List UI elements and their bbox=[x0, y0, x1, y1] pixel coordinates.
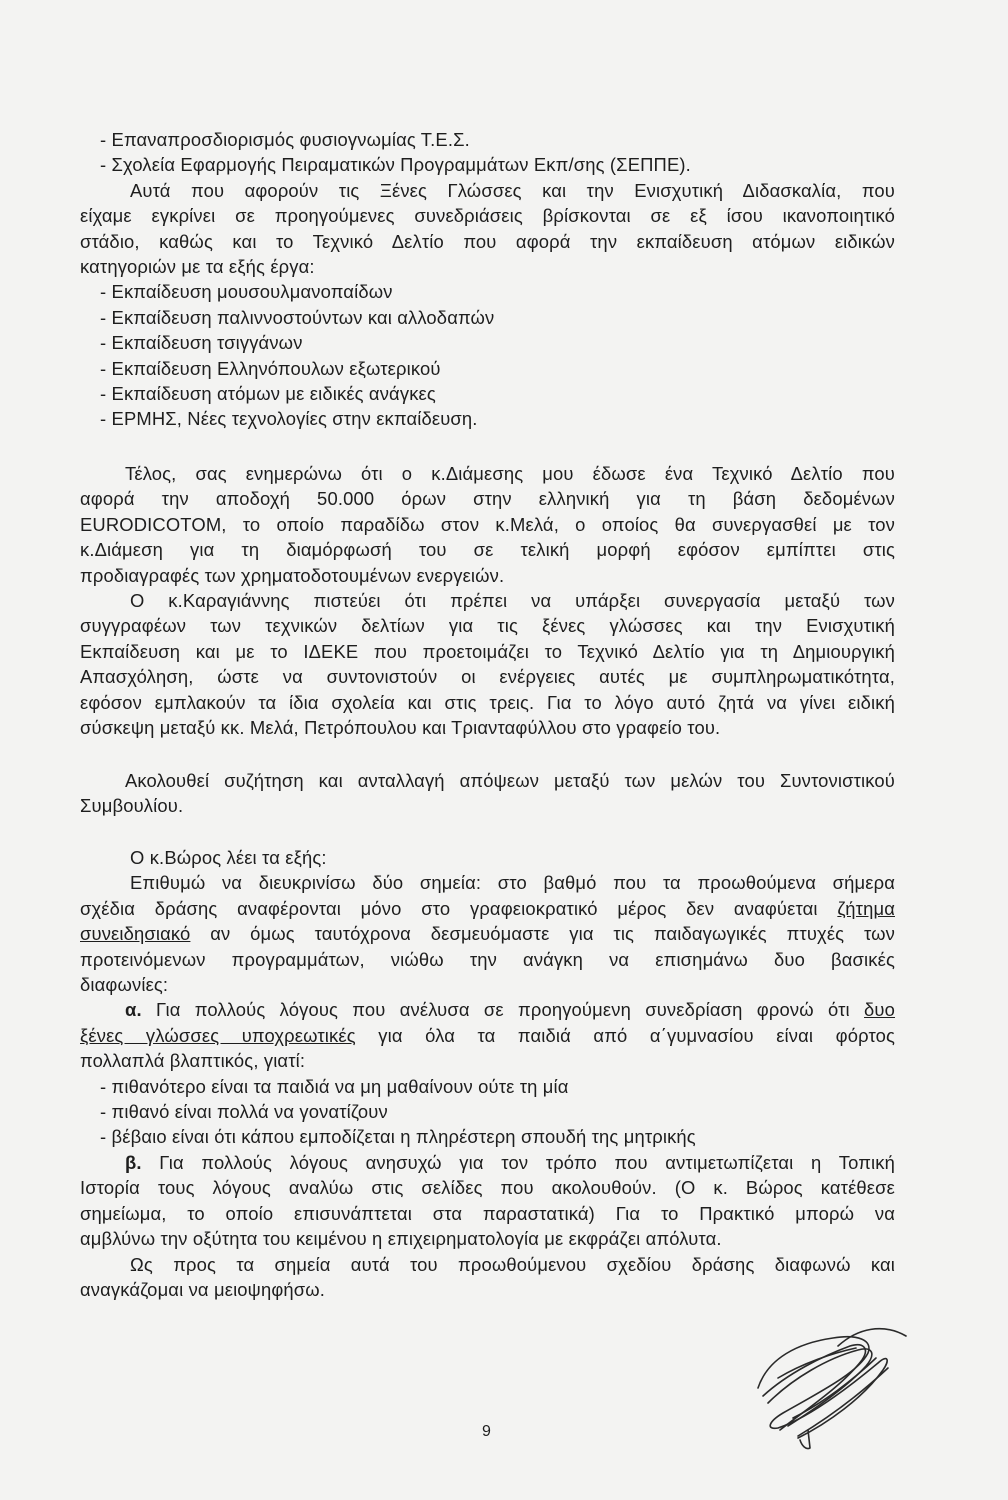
point-b-line: αμβλύνω την οξύτητα του κειμένου η επιχειρηματολογία με εκφράζει απόλυτα. bbox=[80, 1228, 722, 1250]
discussion-section bbox=[80, 768, 895, 819]
voros-paragraph-line: προτεινόμενων προγραμμάτων, νιώθω την ανάγκη να επισημάνω δυο βασικές bbox=[80, 948, 895, 970]
underlined-term: ξένες γλώσσες υποχρεωτικές bbox=[80, 1024, 356, 1046]
intro-paragraph-line: κατηγοριών με τα εξής έργα: bbox=[80, 256, 315, 278]
middle-section bbox=[80, 461, 895, 740]
reasons-list-item: - πιθανότερο είναι τα παιδιά να μη μαθαίνουν ούτε τη μία bbox=[100, 1075, 569, 1097]
underlined-term: δυο bbox=[864, 999, 895, 1021]
voros-paragraph-line: σχέδια δράσης αναφέρονται μόνο στο γραφειοκρατικό μέρος δεν αναφύεται ζήτημα bbox=[80, 897, 895, 919]
closing-paragraph-line: προδιαγραφές των χρηματοδοτουμένων ενεργειών. bbox=[80, 564, 505, 586]
underlined-term: ζήτημα bbox=[837, 897, 895, 919]
karagiannis-paragraph-line: σύσκεψη μεταξύ κκ. Μελά, Πετρόπουλου και Τριανταφύλλου στο γραφείο του. bbox=[80, 717, 721, 739]
discussion-paragraph-line: Ακολουθεί συζήτηση και ανταλλαγή απόψεων μεταξύ των μελών του Συντονιστικού bbox=[125, 770, 895, 791]
top-list-item: - Επαναπροσδιορισμός φυσιογνωμίας Τ.Ε.Σ. bbox=[100, 129, 470, 150]
point-a-marker: α. bbox=[125, 999, 142, 1021]
intro-paragraph-line: στάδιο, καθώς και το Τεχνικό Δελτίο που αφορά την εκπαίδευση ατόμων ειδικών bbox=[80, 230, 895, 252]
point-a-line: ξένες γλώσσες υποχρεωτικές για όλα τα παιδιά από α΄γυμνασίου είναι φόρτος bbox=[80, 1024, 896, 1046]
discussion-paragraph-line: Συμβουλίου. bbox=[80, 795, 184, 817]
voros-intro: Ο κ.Βώρος λέει τα εξής: bbox=[130, 847, 327, 868]
underlined-term: συνειδησιακό bbox=[80, 923, 191, 945]
point-a-line: πολλαπλά βλαπτικός, γιατί: bbox=[80, 1050, 306, 1072]
reasons-list-item: - πιθανό είναι πολλά να γονατίζουν bbox=[100, 1101, 388, 1123]
closing-paragraph-line: Τέλος, σας ενημερώνω ότι ο κ.Διάμεσης μου έδωσε ένα Τεχνικό Δελτίο που bbox=[125, 463, 895, 484]
voros-paragraph-line: διαφωνίες: bbox=[80, 974, 169, 996]
voros-section bbox=[80, 845, 895, 1302]
handwritten-signature bbox=[738, 1318, 908, 1453]
point-b-line: σημείωμα, το οποίο επισυνάπτεται στα παραστατικά) Για το Πρακτικό μπορώ να bbox=[80, 1202, 895, 1224]
works-list-item: - Εκπαίδευση παλιννοστούντων και αλλοδαπών bbox=[100, 306, 495, 328]
intro-paragraph-line: είχαμε εγκρίνει σε προηγούμενες συνεδριάσεις βρίσκονται σε εξ ίσου ικανοποιητικό bbox=[80, 205, 895, 227]
voros-paragraph-line: Επιθυμώ να διευκρινίσω δύο σημεία: στο βαθμό που τα προωθούμενα σήμερα bbox=[130, 872, 895, 894]
works-list-item: - Εκπαίδευση μουσουλμανοπαίδων bbox=[100, 281, 393, 303]
works-list-item: - Εκπαίδευση ατόμων με ειδικές ανάγκες bbox=[100, 383, 436, 405]
final-paragraph-line: Ως προς τα σημεία αυτά του προωθούμενου σχεδίου δράσης διαφωνώ και bbox=[130, 1253, 895, 1275]
point-b-marker: β. bbox=[125, 1151, 142, 1173]
intro-paragraph-line: Αυτά που αφορούν τις Ξένες Γλώσσες και την Ενισχυτική Διδασκαλία, που bbox=[130, 179, 895, 201]
works-list-item: - ΕΡΜΗΣ, Νέες τεχνολογίες στην εκπαίδευση. bbox=[100, 408, 478, 430]
top-section bbox=[80, 127, 895, 432]
reasons-list-item: - βέβαιο είναι ότι κάπου εμποδίζεται η πληρέστερη σπουδή της μητρικής bbox=[100, 1126, 696, 1148]
final-paragraph-line: αναγκάζομαι να μειοψηφήσω. bbox=[80, 1278, 326, 1300]
point-b-line: Ιστορία τους λόγους αναλύω στις σελίδες που ακολουθούν. (Ο κ. Βώρος κατέθεσε bbox=[80, 1177, 895, 1199]
point-a-line: α. Για πολλούς λόγους που ανέλυσα σε προηγούμενη συνεδρίαση φρονώ ότι δυο bbox=[125, 999, 895, 1021]
closing-paragraph-line: κ.Διάμεση για τη διαμόρφωσή του σε τελική μορφή εφόσον εμπίπτει στις bbox=[80, 539, 895, 561]
voros-paragraph-line: συνειδησιακό αν όμως ταυτόχρονα δεσμευόμαστε για τις παιδαγωγικές πτυχές των bbox=[80, 923, 895, 945]
karagiannis-paragraph-line: εφόσον εμπλακούν τα ίδια σχολεία και στις τρεις. Για το λόγο αυτό ζητά να γίνει ειδική bbox=[80, 691, 895, 713]
top-list-item: - Σχολεία Εφαρμογής Πειραματικών Προγραμμάτων Εκπ/σης (ΣΕΠΠΕ). bbox=[100, 154, 691, 176]
page-number: 9 bbox=[482, 1423, 491, 1440]
closing-paragraph-line: EURODICOTOM, το οποίο παραδίδω στον κ.Μελά, ο οποίος θα συνεργασθεί με τον bbox=[80, 513, 895, 535]
karagiannis-paragraph-line: Απασχόληση, ώστε να συντονιστούν οι ενέργειες αυτές με συμπληρωματικότητα, bbox=[80, 666, 895, 688]
works-list-item: - Εκπαίδευση τσιγγάνων bbox=[100, 332, 303, 354]
karagiannis-paragraph-line: Εκπαίδευση και με το ΙΔΕΚΕ που προετοιμάζει το Τεχνικό Δελτίο για τη Δημιουργική bbox=[80, 640, 895, 662]
works-list-item: - Εκπαίδευση Ελληνόπουλων εξωτερικού bbox=[100, 357, 441, 379]
karagiannis-paragraph-line: συγγραφέων των τεχνικών δελτίων για τις ξένες γλώσσες και την Ενισχυτική bbox=[80, 615, 895, 637]
closing-paragraph-line: αφορά την αποδοχή 50.000 όρων στην ελληνική για τη βάση δεδομένων bbox=[80, 488, 895, 510]
point-b-line: β. Για πολλούς λόγους ανησυχώ για τον τρόπο που αντιμετωπίζεται η Τοπική bbox=[125, 1151, 895, 1173]
karagiannis-paragraph-line: Ο κ.Καραγιάννης πιστεύει ότι πρέπει να υπάρξει συνεργασία μεταξύ των bbox=[130, 590, 895, 612]
